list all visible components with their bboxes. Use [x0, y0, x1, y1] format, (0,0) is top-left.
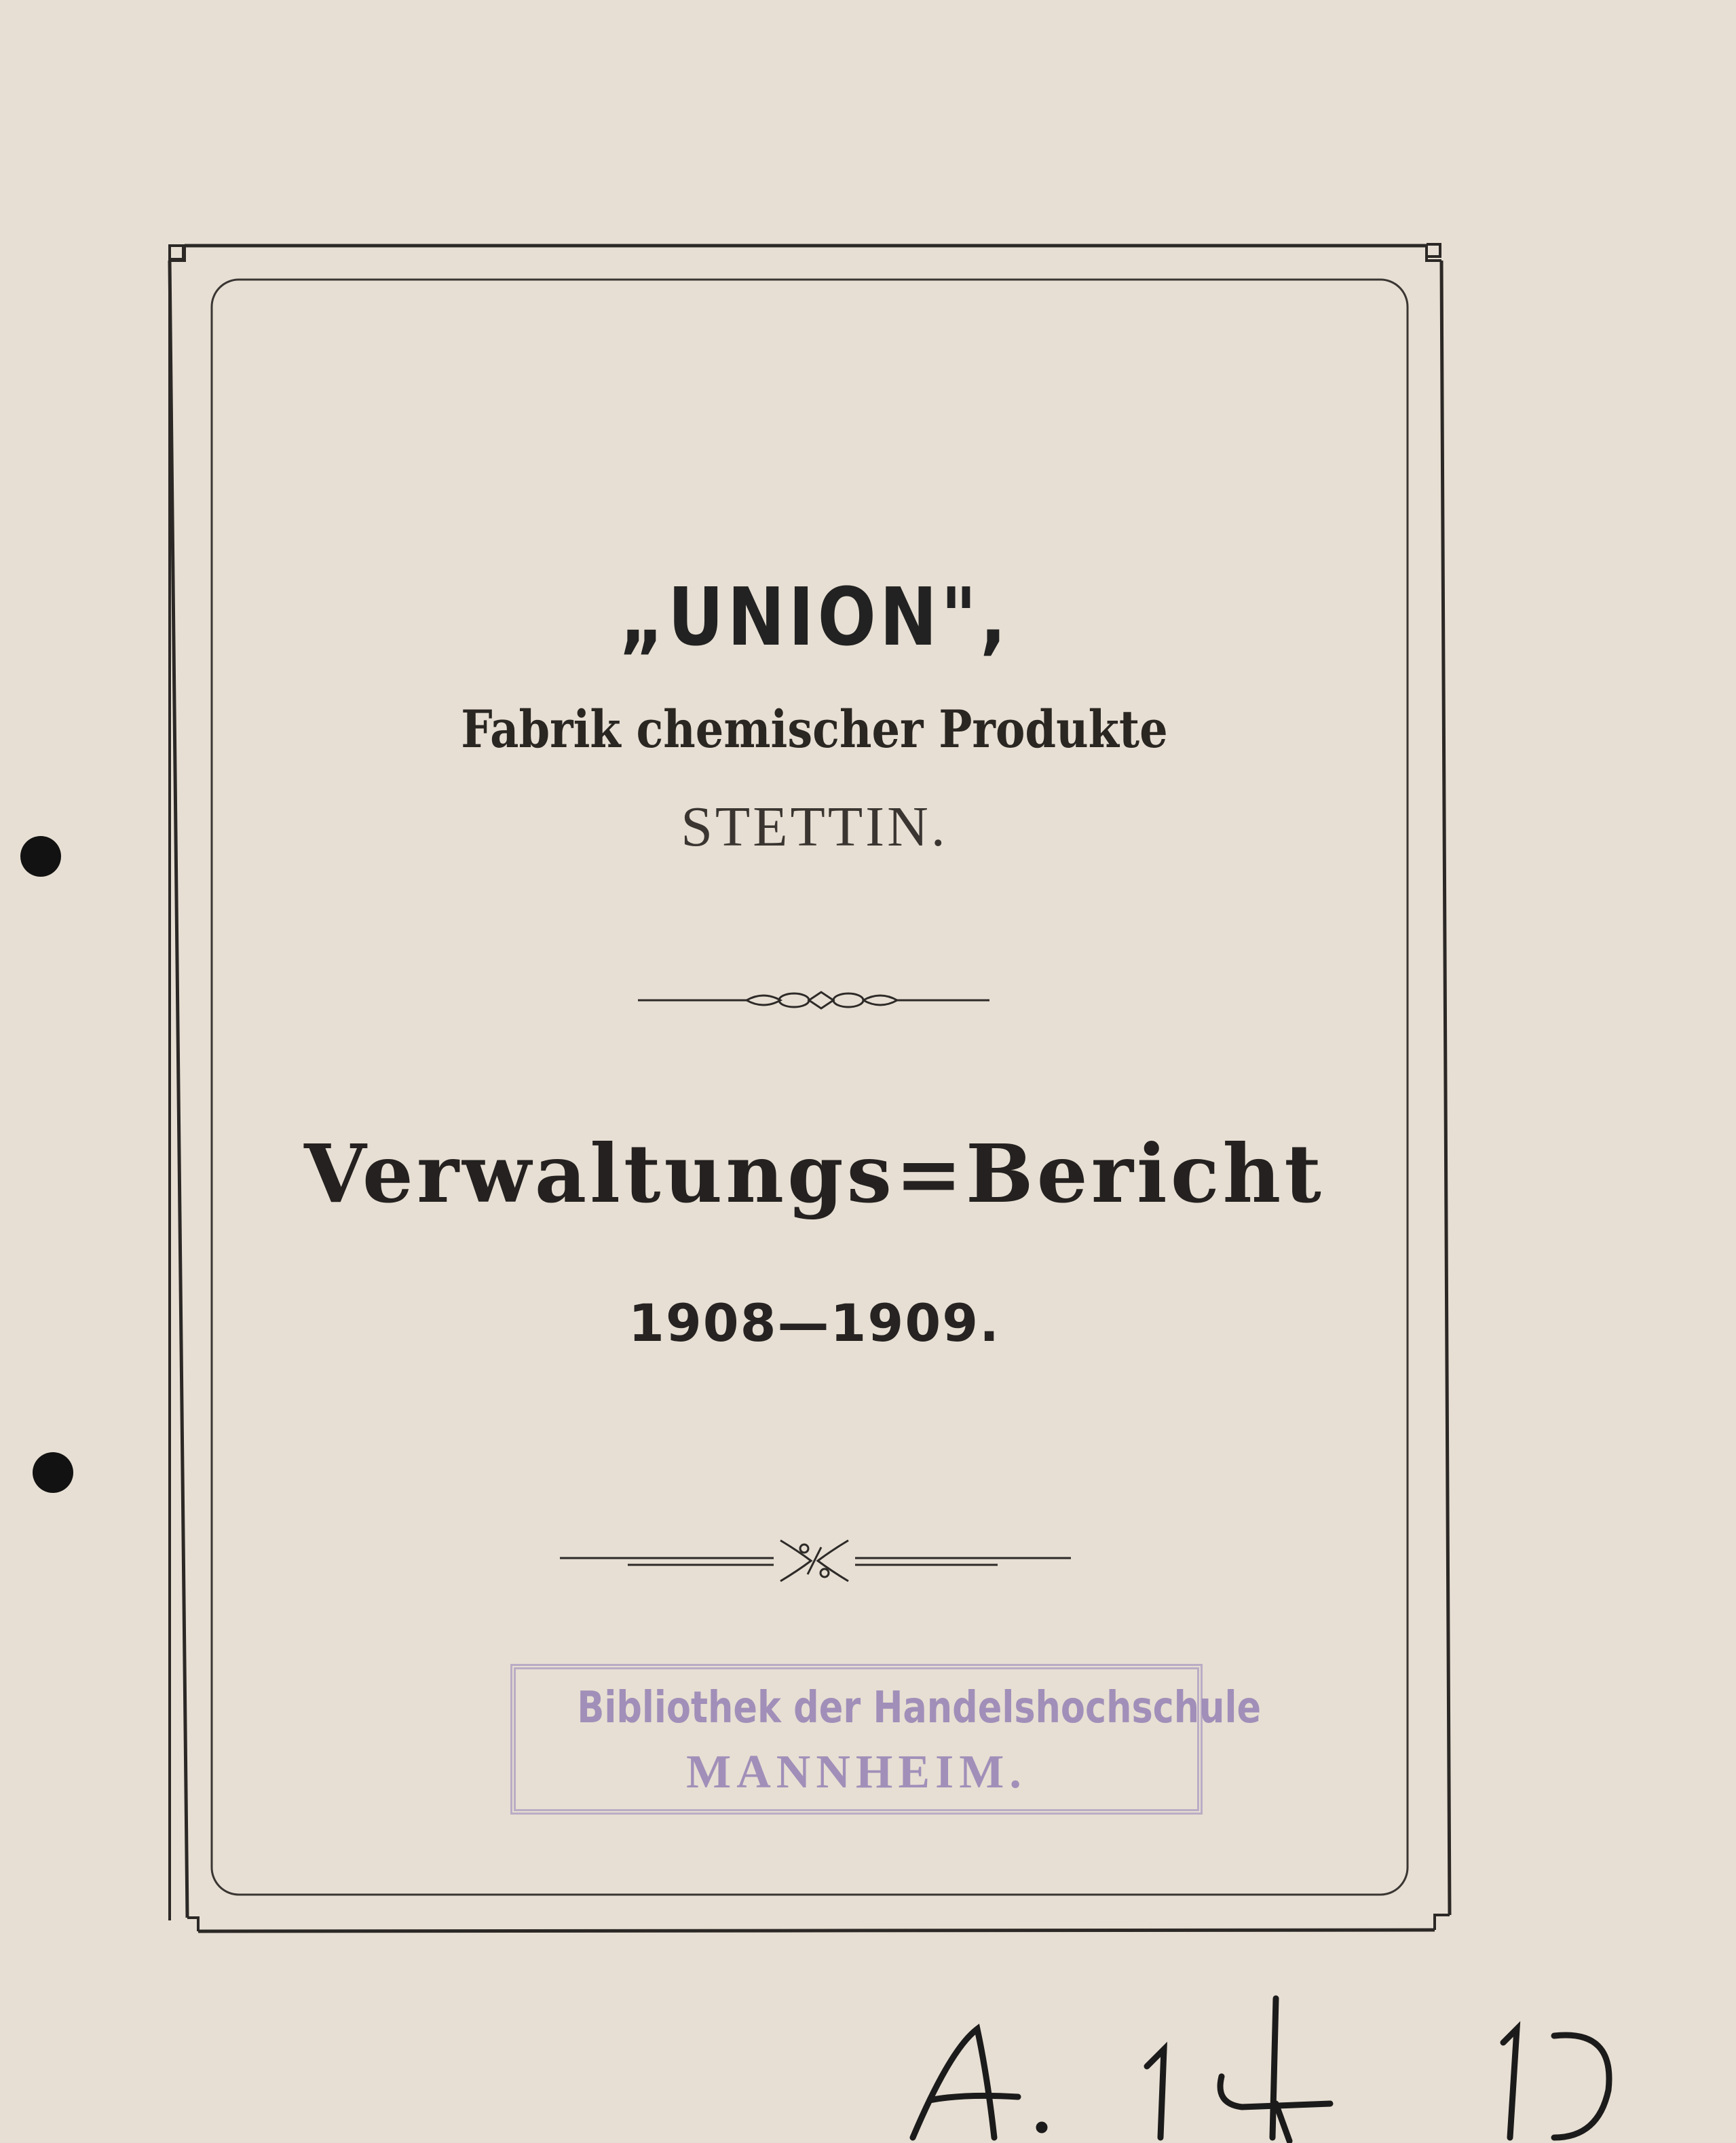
company-subtitle: Fabrik chemischer Produkte — [461, 699, 1168, 759]
company-name: „UNION", — [619, 570, 1010, 664]
library-stamp — [510, 1664, 1262, 1815]
company-city: STETTIN. — [681, 795, 948, 858]
corner-notch-bl — [187, 1918, 198, 1931]
stamp-city: MANNHEIM. — [686, 1746, 1027, 1798]
ornament-bottom — [560, 1540, 1071, 1581]
report-title: Verwaltungs=Bericht — [304, 1126, 1325, 1221]
ornament-top — [638, 992, 989, 1008]
inner-border — [212, 280, 1408, 1895]
stamp-library-name: Bibliothek der Handelshochschule — [577, 1683, 1262, 1733]
corner-notch-br — [1435, 1915, 1450, 1930]
shelfmark-annotation — [889, 1968, 1703, 2143]
report-years: 1908—1909. — [628, 1293, 1000, 1353]
